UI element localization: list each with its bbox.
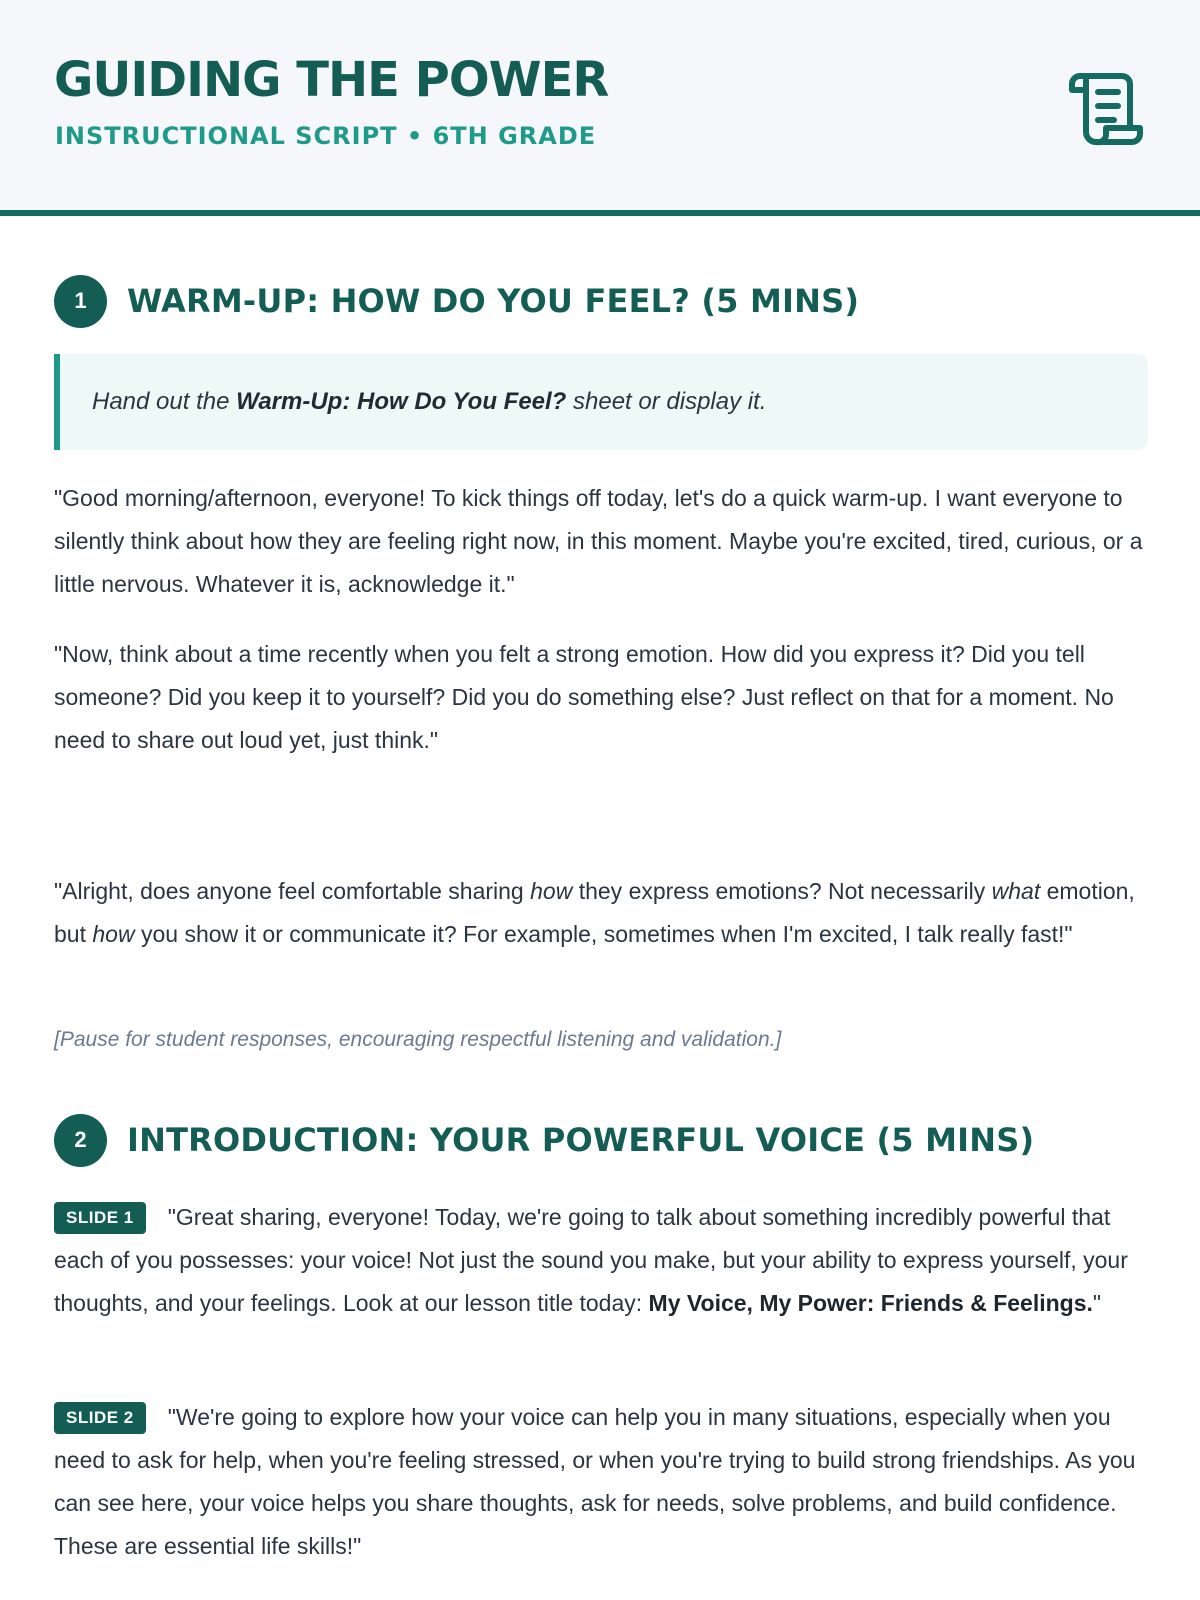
slide-paragraph: SLIDE 1 "Great sharing, everyone! Today, we're going to talk about something incredibly powerful that each of you possesses: your voice! Not just the sound you make, but your ability to express yourself, your thoughts, and your feelings. Look at our lesson title today: My Voice, My Power: Friends & Feelings." <box>54 1204 1128 1316</box>
section-number-badge: 2 <box>54 1114 107 1167</box>
section-1-header <box>54 274 859 328</box>
section-title: WARM-UP: HOW DO YOU FEEL? (5 MINS) <box>127 282 860 320</box>
scroll-icon <box>1066 70 1146 146</box>
callout-text: Hand out the Warm-Up: How Do You Feel? sheet or display it. <box>92 388 767 415</box>
section-2-header <box>54 1113 1034 1167</box>
document-subtitle: INSTRUCTIONAL SCRIPT • 6TH GRADE <box>55 122 597 150</box>
callout-sheet-name: Warm-Up: How Do You Feel? <box>236 388 567 415</box>
document-title: GUIDING THE POWER <box>54 52 609 108</box>
slide-tag: SLIDE 2 <box>54 1402 146 1434</box>
section-title: INTRODUCTION: YOUR POWERFUL VOICE (5 MINS) <box>127 1121 1035 1159</box>
script-paragraph: "Now, think about a time recently when you felt a strong emotion. How did you express it? Did you tell someone? Did you keep it to yourself? Did you do something else? Just reflect on that for a moment. No need to share out loud yet, just think." <box>54 641 1114 753</box>
page-header <box>0 0 1200 216</box>
slide-paragraph: SLIDE 2 "We're going to explore how your voice can help you in many situations, especially when you need to ask for help, when you're feeling stressed, or when you're trying to build strong friendships. As you can see here, your voice helps you share thoughts, ask for needs, solve problems, and build confidence. These are essential life skills!" <box>54 1404 1136 1559</box>
script-paragraph: "Alright, does anyone feel comfortable sharing how they express emotions? Not necessarily what emotion, but how you show it or communicate it? For example, sometimes when I'm excited, I talk really fast!" <box>54 878 1135 947</box>
section-number-badge: 1 <box>54 275 107 328</box>
slide-tag: SLIDE 1 <box>54 1202 146 1234</box>
lesson-title: My Voice, My Power: Friends & Feelings. <box>648 1290 1093 1316</box>
teacher-note: [Pause for student responses, encouraging respectful listening and validation.] <box>54 1028 782 1051</box>
instruction-callout <box>54 354 1148 450</box>
script-paragraph: "Good morning/afternoon, everyone! To kick things off today, let's do a quick warm-up. I want everyone to silently think about how they are feeling right now, in this moment. Maybe you're excited, tired, curious, or a little nervous. Whatever it is, acknowledge it." <box>54 485 1143 597</box>
